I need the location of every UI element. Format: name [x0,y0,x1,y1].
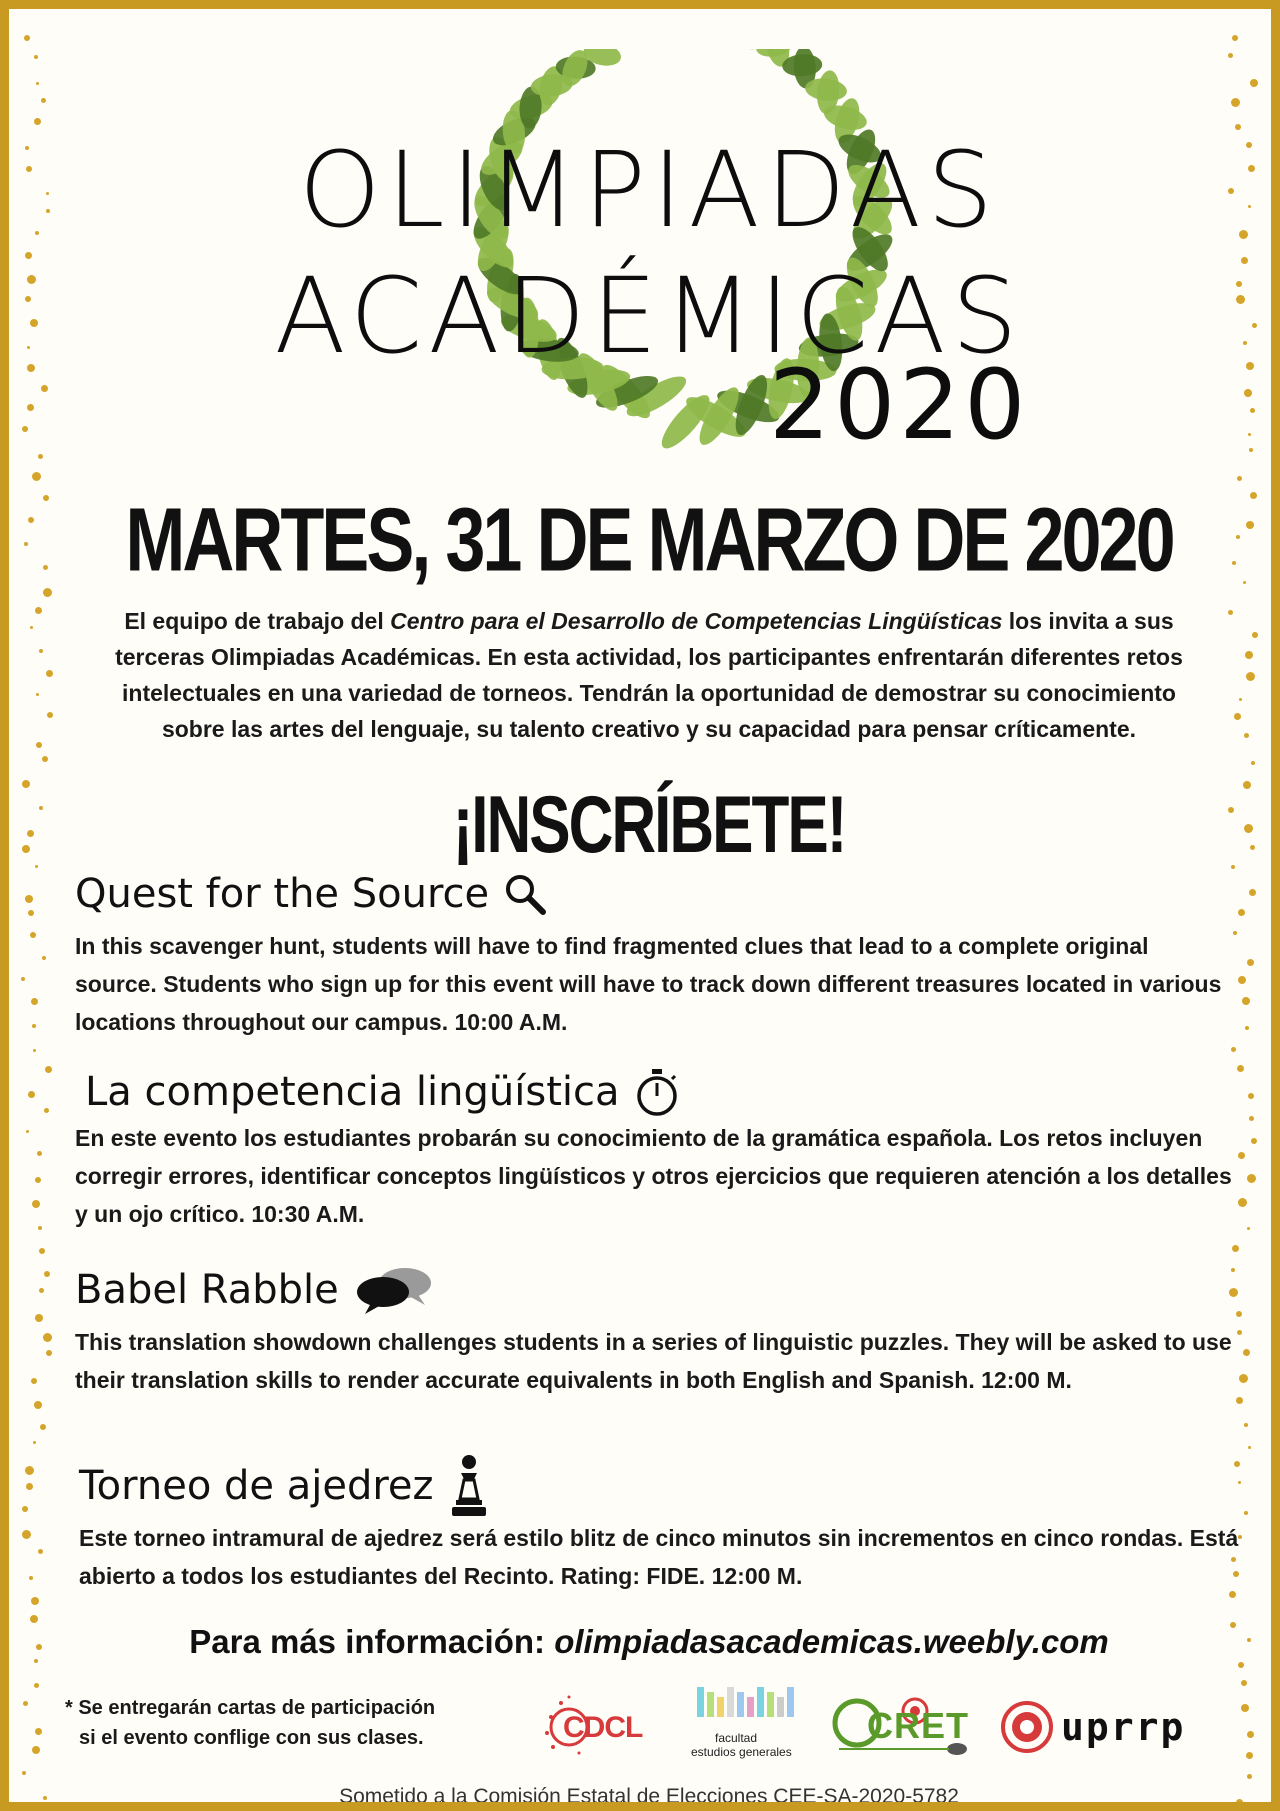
gold-dot [39,1288,44,1293]
intro-paragraph [89,603,1209,747]
intro-text-start: El equipo de trabajo del [124,608,391,634]
facultad-logo-bar [697,1687,704,1717]
gold-dot [39,649,43,653]
gold-dot [34,118,41,125]
more-info [9,1623,1280,1661]
gold-dot [1238,909,1245,916]
event-description: In this scavenger hunt, students will have to find fragmented clues that lead to a complete original source. Students who sign up for this event will have to track down different treasures located in various locations throughout our campus. 10:00 A.M. [75,933,1222,1035]
uprrp-logo-text: uprrp [1061,1705,1186,1749]
gold-dot [31,998,38,1005]
event-description: En este evento los estudiantes probarán su conocimiento de la gramática española. Los retos incluyen corregir errores, identificar conceptos lingüísticos y otros ejercicios que requieren atención a los detalles y un ojo crítico. 10:30 A.M. [75,1125,1232,1227]
magnifier-icon [503,872,547,916]
gold-dot [1244,1423,1248,1427]
footer-disclaimer: Sometido a la Comisión Estatal de Elecciones CEE-SA-2020-5782 [339,1785,959,1808]
gold-dot [1228,53,1233,58]
gold-dot [1239,1374,1248,1383]
gold-dot [35,1728,42,1735]
gold-dot [1248,433,1251,436]
event-title-text: Quest for the Source [75,871,490,917]
title-year: 2020 [769,349,1030,461]
gold-dot [32,1746,40,1754]
gold-dot [1234,713,1241,720]
gold-dot [1244,1511,1248,1515]
gold-dot [38,1226,42,1230]
facultad-logo-bar [757,1687,764,1717]
gold-dot [32,1024,36,1028]
gold-dot [1241,1704,1249,1712]
event-title-text: La competencia lingüística [85,1069,620,1115]
event-title-text: Torneo de ajedrez [79,1463,434,1509]
gold-dot [23,1701,28,1706]
facultad-logo-line-2: estudios generales [691,1745,792,1759]
gold-dot [1231,98,1240,107]
facultad-logo-bar [727,1687,734,1717]
title-line-2: ACADÉMICAS [274,255,1024,377]
gold-dot [1241,1680,1247,1686]
gold-dot [25,1466,34,1475]
intro-text-end: los invita a sus terceras Olimpiadas Académicas. En esta actividad, los participantes enfrentarán diferentes retos intelectuales en una variedad de torneos. Tendrán la oportunidad de demostrar su conocimiento sobre las artes del lenguaje, su talento creativo y su capacidad para pensar críticamente. [115,608,1183,742]
signup-heading: ¡INSCRÍBETE! [452,780,846,870]
gold-dot [1249,1116,1254,1121]
note-line-1: * Se entregarán cartas de participación [65,1697,436,1719]
title-line-1: OLIMPIADAS [298,129,1000,251]
facultad-logo-bar [787,1687,794,1717]
gold-dot [1244,389,1252,397]
uprrp-logo [999,1687,1219,1767]
gold-dot [39,1248,45,1254]
gold-dot [34,1401,42,1409]
gold-dot [1236,1311,1242,1317]
facultad-logo-bar [777,1697,784,1717]
note-line-2: si el evento conflige con sus clases. [79,1727,424,1749]
more-info-url[interactable]: olimpiadasacademicas.weebly.com [554,1623,1109,1660]
gold-dot [36,742,42,748]
gold-dot [37,1151,42,1156]
participation-note [65,1693,485,1753]
speech-bubbles-icon [353,1265,435,1315]
gold-dot [35,1314,43,1322]
gold-dot [1242,997,1250,1005]
facultad-logo-bar [707,1692,714,1717]
event-title [75,867,1235,921]
gold-dot [25,895,33,903]
gold-dot [1238,1198,1247,1207]
gold-dot [1232,1245,1239,1252]
event-quest-for-the-source [75,867,1235,1041]
gold-dot [1247,1174,1256,1183]
gold-dot [33,1049,36,1052]
gold-dot [35,1177,41,1183]
event-description: Este torneo intramural de ajedrez será estilo blitz de cinco minutos sin incrementos en cinco rondas. Está abierto a todos los estudiantes del Recinto. Rating: FIDE. 12:00 M. [79,1525,1239,1589]
chess-pawn-icon [448,1453,490,1519]
gold-dot [32,472,41,481]
gold-dot [46,1350,52,1356]
gold-dot [31,1378,37,1384]
gold-dot [1239,698,1242,701]
gold-dot [30,626,33,629]
event-description: This translation showdown challenges students in a series of linguistic puzzles. They will be asked to use their translation skills to render accurate equivalents in both English and Spanish. 12:00 M. [75,1329,1232,1393]
gold-dot [1248,1446,1251,1449]
gold-dot [35,607,42,614]
gold-dot [27,404,34,411]
gold-dot [42,956,46,960]
facultad-logo-bar [747,1697,754,1717]
gold-dot [1238,976,1246,984]
gold-dot [1249,448,1253,452]
gold-dot [31,1597,39,1605]
center-name: Centro para el Desarrollo de Competencias Lingüísticas [390,608,1003,634]
gold-dot [42,756,48,762]
gold-dot [38,1549,43,1554]
gold-dot [44,1108,49,1113]
gold-dot [1237,1330,1242,1335]
cret-logo-text: CRET [867,1705,969,1746]
gold-dot [43,1333,52,1342]
gold-dot [33,1441,36,1444]
gold-dot [1237,476,1242,481]
gold-dot [1244,733,1249,738]
gold-dot [40,1424,46,1430]
cret-logo [829,1687,979,1767]
facultad-logo-bar [767,1692,774,1717]
event-title [75,1263,1235,1317]
gold-dot [46,670,53,677]
event-torneo-de-ajedrez [79,1459,1239,1595]
gold-dot [44,1271,50,1277]
facultad-logo-bar [717,1697,724,1717]
gold-dot [1247,1731,1254,1738]
gold-dot [1246,1752,1253,1759]
gold-dot [1251,761,1255,765]
event-title-text: Babel Rabble [75,1267,339,1313]
gold-dot [1238,1662,1244,1668]
gold-dot [1232,35,1238,41]
gold-dot [1249,889,1256,896]
gold-dot [26,1483,33,1490]
sponsor-logos [529,1687,1229,1767]
gold-dot [22,1771,26,1775]
event-title [85,1065,1245,1119]
gold-dot [30,1615,38,1623]
gold-dot [1248,1093,1254,1099]
gold-dot [28,1091,35,1098]
gold-dot [1245,651,1253,659]
gold-dot [1228,610,1233,615]
gold-dot [36,693,39,696]
gold-dot [38,454,43,459]
facultad-logo-bar [737,1692,744,1717]
gold-dot [1250,408,1255,413]
gold-dot [1252,632,1258,638]
gold-dot [22,1506,28,1512]
more-info-label: Para más información: [189,1623,555,1660]
gold-dot [45,1066,52,1073]
gold-dot [26,1130,29,1133]
facultad-estudios-generales-logo [689,1687,809,1767]
gold-dot [1247,959,1254,966]
gold-dot [22,1530,31,1539]
gold-dot [24,35,30,41]
gold-dot [1231,1047,1236,1052]
gold-dot [30,932,36,938]
gold-dot [1245,1026,1249,1030]
gold-dot [22,426,28,432]
event-date: MARTES, 31 DE MARZO DE 2020 [125,490,1173,591]
gold-dot [1238,1152,1245,1159]
gold-dot [28,910,34,916]
gold-dot [34,55,38,59]
gold-dot [41,385,48,392]
cdcl-logo-text: CDCL [563,1711,643,1744]
gold-dot [29,1576,33,1580]
gold-dot [1246,672,1255,681]
gold-dot [1250,79,1258,87]
gold-dot [1247,1227,1250,1230]
gold-dot [34,1683,39,1688]
gold-dot [47,712,53,718]
gold-dot [41,98,46,103]
gold-dot [32,1200,40,1208]
event-la-competencia-linguistica [85,1065,1245,1119]
gold-dot [21,977,25,981]
gold-dot [1247,1774,1252,1779]
cdcl-logo [539,1687,659,1767]
gold-dot [1236,1397,1243,1404]
stopwatch-icon [634,1067,680,1117]
gold-dot [1251,1138,1257,1144]
event-babel-rabble [75,1263,1235,1399]
event-title [79,1459,1239,1513]
gold-dot [1243,1349,1250,1356]
gold-dot [36,82,39,85]
facultad-logo-line-1: facultad [715,1731,758,1745]
